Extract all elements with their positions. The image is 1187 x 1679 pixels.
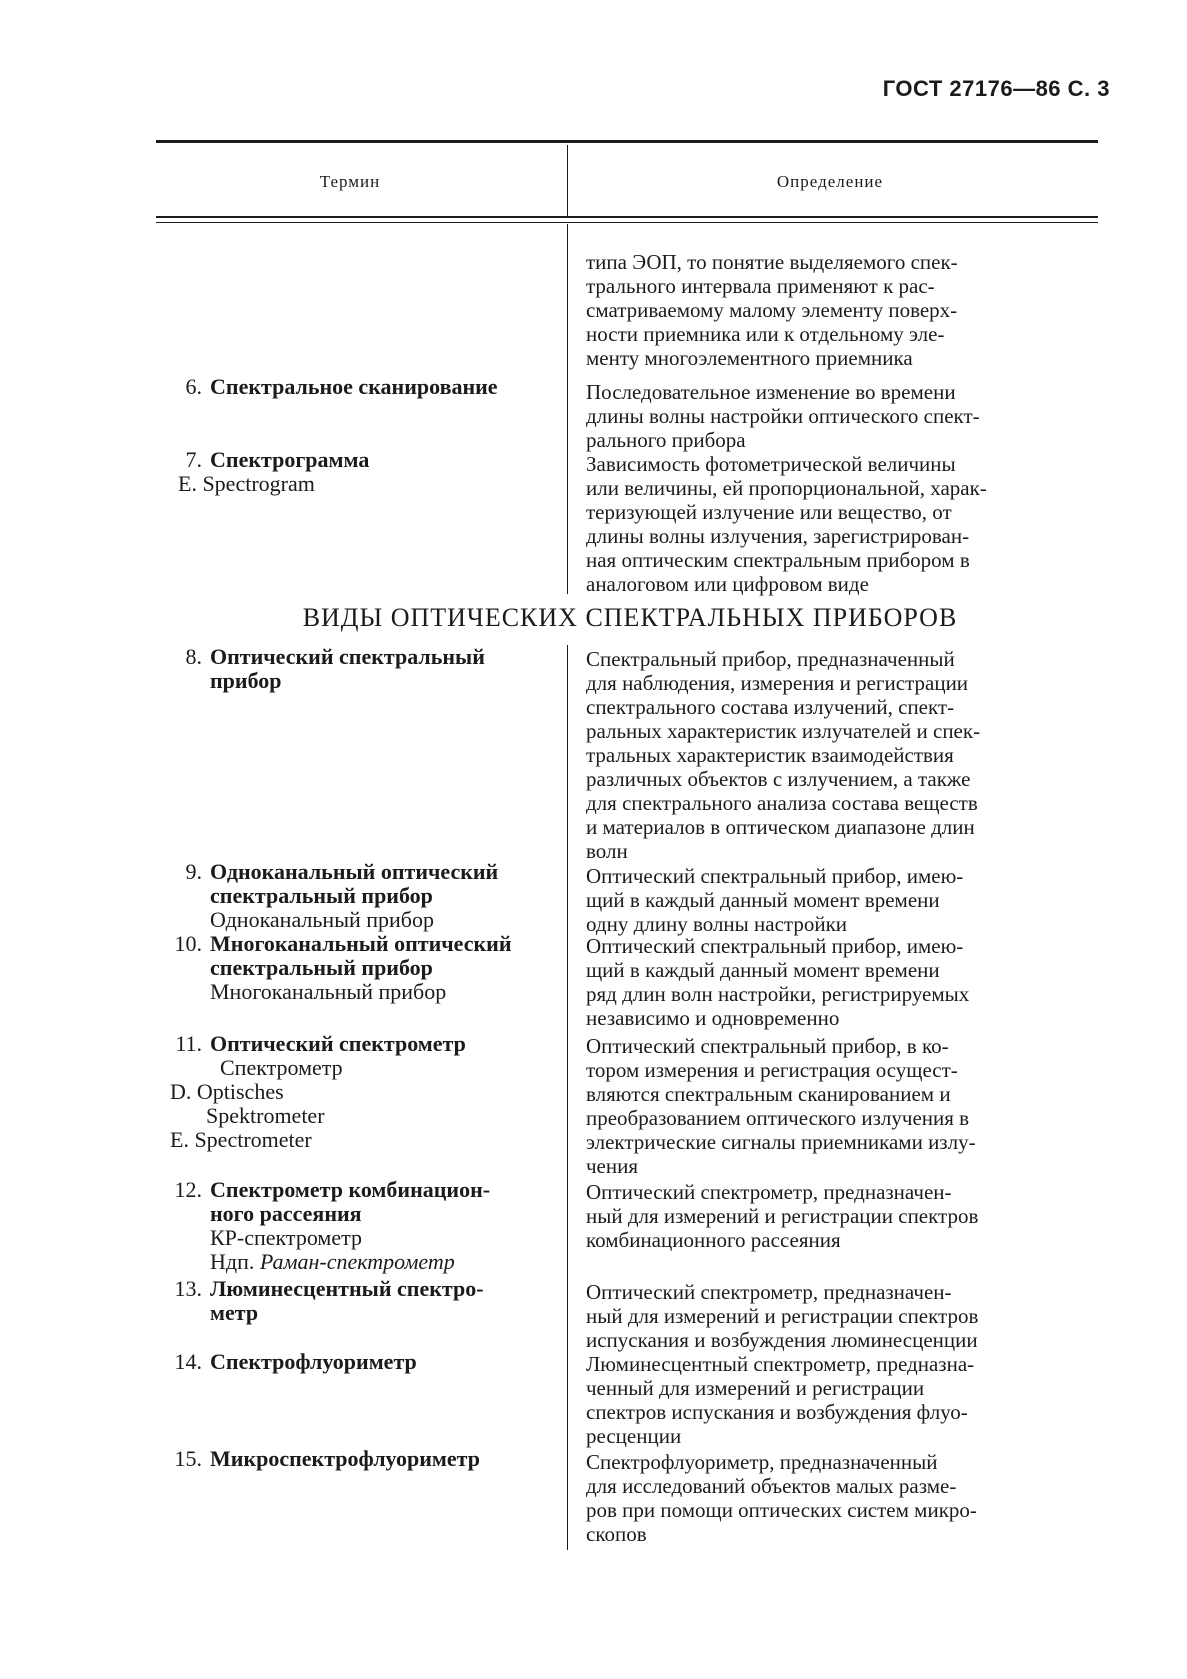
definition-line: для спектрального анализа состава веществ	[586, 791, 978, 815]
term-title-cont: спектральный прибор	[210, 955, 433, 980]
definition-line: Спектрофлуориметр, предназначенный	[586, 1450, 938, 1474]
term-number: 14.	[174, 1349, 202, 1374]
definition-line: тором измерения и регистрация осущест-	[586, 1058, 958, 1082]
definition-14	[586, 1352, 1092, 1448]
definition-line: комбинационного рассеяния	[586, 1228, 841, 1252]
definition-line: теризующей излучение или вещество, от	[586, 500, 952, 524]
definition-line: преобразованием оптического излучения в	[586, 1106, 970, 1130]
definition-6	[586, 380, 1092, 452]
deprecated-prefix: Ндп.	[210, 1249, 255, 1274]
definition-line: Зависимость фотометрической величины	[586, 452, 956, 476]
definition-line: Оптический спектрометр, предназначен-	[586, 1280, 952, 1304]
definition-line: сматриваемому малому элементу поверх-	[586, 298, 958, 322]
definition-line: ресценции	[586, 1424, 682, 1448]
term-entry-11	[168, 1032, 558, 1152]
definition-line: аналоговом или цифровом виде	[586, 572, 869, 596]
term-number: 13.	[174, 1276, 202, 1301]
term-title-cont: спектральный прибор	[210, 883, 433, 908]
section-title: ВИДЫ ОПТИЧЕСКИХ СПЕКТРАЛЬНЫХ ПРИБОРОВ	[302, 603, 958, 632]
term-title: Одноканальный оптический	[210, 859, 499, 884]
definition-line: длины волны настройки оптического спект-	[586, 404, 980, 428]
definition-line: электрические сигналы приемниками излу-	[586, 1130, 976, 1154]
deprecated-term: Раман-спектрометр	[259, 1249, 455, 1274]
definition-line: или величины, ей пропорциональной, харак-	[586, 476, 987, 500]
definition-line: независимо и одновременно	[586, 1006, 840, 1030]
definition-line: для наблюдения, измерения и регистрации	[586, 671, 969, 695]
term-number: 11.	[175, 1031, 202, 1056]
definition-continuation	[586, 250, 1092, 370]
term-entry-13	[168, 1277, 558, 1325]
term-title-cont: ного рассеяния	[210, 1201, 362, 1226]
term-title: Оптический спектральный	[210, 644, 485, 669]
definition-7	[586, 452, 1092, 596]
definition-line: трального интервала применяют к рас-	[586, 274, 935, 298]
definition-line: спектрального состава излучений, спект-	[586, 695, 955, 719]
definition-13	[586, 1280, 1092, 1352]
table-top-rule	[156, 140, 1098, 143]
term-entry-6	[168, 375, 558, 399]
definition-line: ченный для измерений и регистрации	[586, 1376, 925, 1400]
term-foreign-equivalent: D. Optisches	[170, 1079, 284, 1104]
column-header-definition: Определение	[776, 172, 884, 191]
definition-line: щий в каждый данный момент времени	[586, 958, 940, 982]
definition-line: длины волны излучения, зарегистрирован-	[586, 524, 970, 548]
definition-line: Оптический спектральный прибор, имею-	[586, 934, 964, 958]
term-title-cont: метр	[210, 1300, 259, 1325]
definition-line: ный для измерений и регистрации спектров	[586, 1304, 979, 1328]
term-number: 7.	[185, 447, 202, 472]
term-entry-12	[168, 1178, 558, 1274]
definition-line: Оптический спектральный прибор, имею-	[586, 864, 964, 888]
term-number: 15.	[174, 1446, 202, 1471]
definition-line: скопов	[586, 1522, 647, 1546]
term-title: Спектрофлуориметр	[210, 1349, 417, 1374]
definition-line: рального прибора	[586, 428, 746, 452]
term-number: 9.	[185, 859, 202, 884]
definition-line: чения	[586, 1154, 639, 1178]
definition-line: ная оптическим спектральным прибором в	[586, 548, 970, 572]
definition-line: ный для измерений и регистрации спектров	[586, 1204, 979, 1228]
term-entry-10	[168, 932, 558, 1004]
term-title: Оптический спектрометр	[210, 1031, 466, 1056]
definition-12	[586, 1180, 1092, 1252]
term-synonym: Спектрометр	[220, 1055, 343, 1080]
definition-line: щий в каждый данный момент времени	[586, 888, 940, 912]
definition-line: одну длину волны настройки	[586, 912, 848, 936]
definition-line: ряд длин волн настройки, регистрируемых	[586, 982, 970, 1006]
header-rule-thin	[156, 222, 1098, 223]
term-title: Многоканальный оптический	[210, 931, 512, 956]
term-title: Спектральное сканирование	[210, 374, 498, 399]
definition-line: и материалов в оптическом диапазоне длин	[586, 815, 975, 839]
definition-line: ров при помощи оптических систем микро-	[586, 1498, 977, 1522]
column-divider	[567, 145, 568, 216]
definition-line: менту многоэлементного приемника	[586, 346, 913, 370]
term-number: 10.	[174, 931, 202, 956]
definition-line: испускания и возбуждения люминесценции	[586, 1328, 978, 1352]
term-synonym: Одноканальный прибор	[210, 907, 434, 932]
column-divider	[567, 645, 568, 1550]
definition-line: для исследований объектов малых разме-	[586, 1474, 957, 1498]
definition-line: Оптический спектральный прибор, в ко-	[586, 1034, 949, 1058]
term-title: Спектрограмма	[210, 447, 370, 472]
definition-line: вляются спектральным сканированием и	[586, 1082, 951, 1106]
term-entry-9	[168, 860, 558, 932]
term-number: 8.	[185, 644, 202, 669]
column-header-term: Термин	[319, 172, 381, 191]
term-foreign-equivalent-cont: Spektrometer	[206, 1103, 325, 1128]
term-number: 12.	[174, 1177, 202, 1202]
term-entry-14	[168, 1350, 558, 1374]
term-foreign-equivalent: E. Spectrogram	[178, 471, 315, 496]
term-title: Спектрометр комбинацион-	[210, 1177, 491, 1202]
definition-11	[586, 1034, 1092, 1178]
definition-line: тральных характеристик взаимодействия	[586, 743, 954, 767]
term-deprecated	[168, 1250, 558, 1274]
term-entry-7	[168, 448, 558, 496]
definition-10	[586, 934, 1092, 1030]
definition-9	[586, 864, 1092, 936]
page-header: ГОСТ 27176—86 С. 3	[882, 76, 1110, 101]
definition-8	[586, 647, 1092, 863]
definition-15	[586, 1450, 1092, 1546]
term-entry-15	[168, 1447, 558, 1471]
header-rule	[156, 216, 1098, 218]
definition-line: Люминесцентный спектрометр, предназна-	[586, 1352, 975, 1376]
definition-line: типа ЭОП, то понятие выделяемого спек-	[586, 250, 958, 274]
column-divider	[567, 224, 568, 594]
definition-line: волн	[586, 839, 628, 863]
term-synonym: Многоканальный прибор	[210, 979, 447, 1004]
definition-line: Спектральный прибор, предназначенный	[586, 647, 955, 671]
term-entry-8	[168, 645, 558, 693]
definition-line: спектров испускания и возбуждения флуо-	[586, 1400, 968, 1424]
definition-line: ности приемника или к отдельному эле-	[586, 322, 945, 346]
term-title: Микроспектрофлуориметр	[210, 1446, 480, 1471]
definition-line: ральных характеристик излучателей и спек-	[586, 719, 981, 743]
term-title-cont: прибор	[210, 668, 282, 693]
definition-line: различных объектов с излучением, а также	[586, 767, 971, 791]
definition-line: Последовательное изменение во времени	[586, 380, 956, 404]
term-title: Люминесцентный спектро-	[210, 1276, 484, 1301]
term-synonym: КР-спектрометр	[210, 1225, 362, 1250]
definition-line: Оптический спектрометр, предназначен-	[586, 1180, 952, 1204]
term-number: 6.	[185, 374, 202, 399]
term-foreign-equivalent: E. Spectrometer	[170, 1127, 312, 1152]
